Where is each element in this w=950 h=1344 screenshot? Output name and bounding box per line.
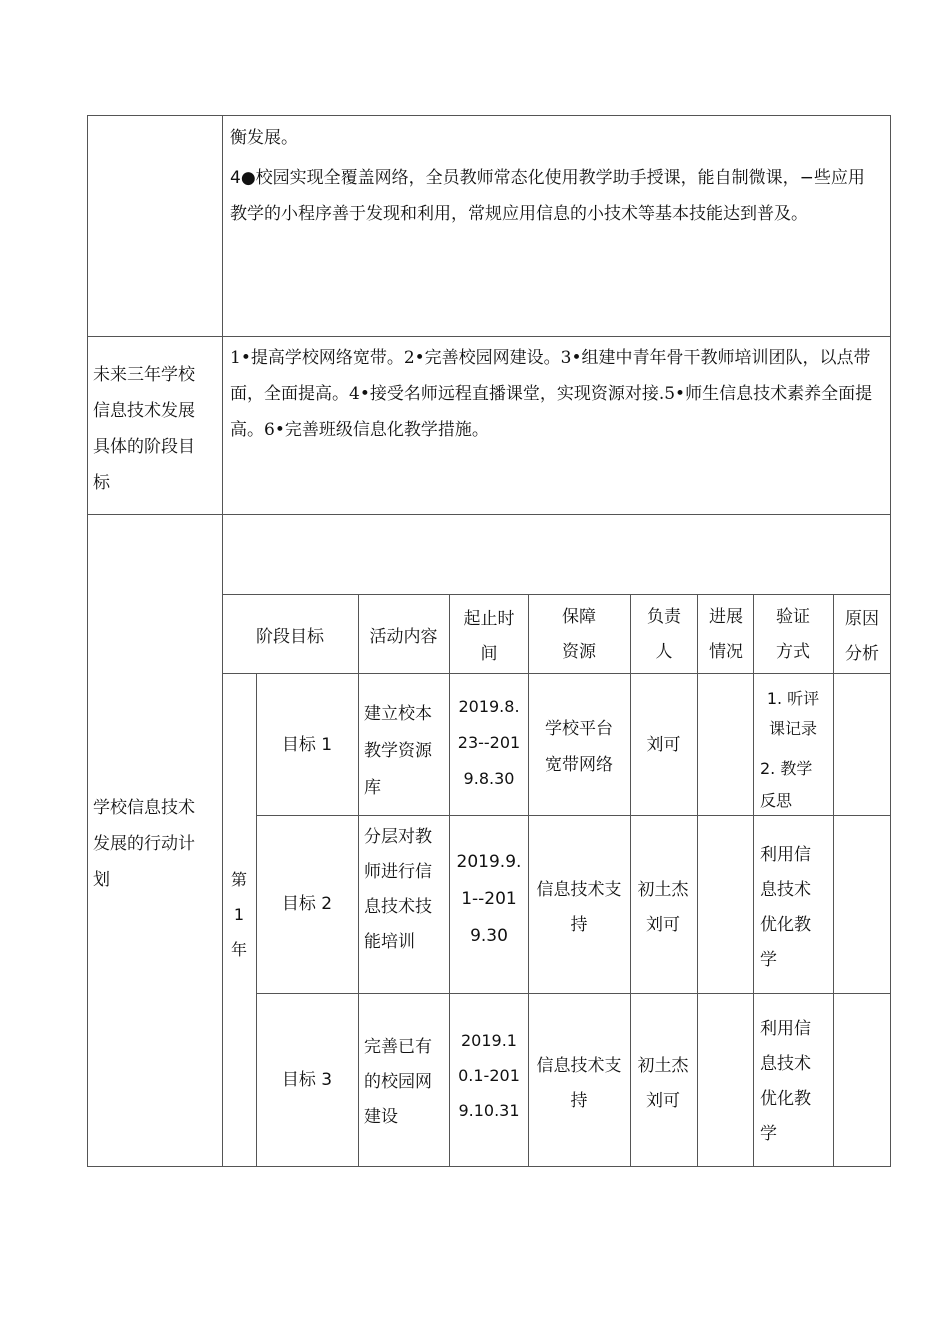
row-verify-1a: 1. 听评课记录: [766, 689, 820, 738]
header-verify: 验证方式: [776, 607, 810, 662]
row-resources-2: 信息技术支持: [536, 880, 622, 935]
year-label: 第1年: [230, 870, 247, 959]
row1-content-item4: 4●校园实现全覆盖网络，全员教师常态化使用教学助手授课，能自制微课，−些应用教学的小程序善于发现和利用，常规应用信息的小技术等基本技能达到普及。: [230, 168, 865, 224]
row-goal-1: 目标 1: [281, 735, 333, 755]
row2-content: 1•提高学校网络宽带。2•完善校园网建设。3•组建中青年骨干教师培训团队，以点带面，全面提高。4•接受名师远程直播课堂，实现资源对接.5•师生信息技术素养全面提高。6•完善班级信息化教学措施。: [230, 348, 873, 440]
row-resources-3: 信息技术支持: [536, 1056, 622, 1111]
row2-label: 未来三年学校信息技术发展具体的阶段目标: [93, 365, 195, 493]
header-owner: 负责人: [647, 607, 681, 662]
row-verify-3: 利用信息技术优化教学: [760, 1019, 811, 1144]
row-period-2: 2019.9.1--2019.30: [456, 852, 522, 946]
header-reason: 原因分析: [845, 609, 879, 664]
row-goal-3: 目标 3: [281, 1070, 333, 1090]
header-resources: 保障资源: [562, 607, 596, 662]
row-owner-1: 刘可: [646, 735, 681, 755]
header-activity: 活动内容: [369, 627, 438, 647]
row-activity-3: 完善已有的校园网建设: [364, 1037, 432, 1127]
header-progress: 进展情况: [709, 607, 743, 662]
row-verify-1b: 2. 教学反思: [760, 759, 813, 810]
row3-label: 学校信息技术发展的行动计划: [93, 798, 195, 890]
row-owner-3: 初土杰刘可: [637, 1056, 689, 1111]
row-resources-1: 学校平台宽带网络: [545, 719, 613, 775]
row-activity-2: 分层对教师进行信息技术技能培训: [364, 827, 432, 952]
row-activity-1: 建立校本教学资源库: [364, 704, 432, 798]
row-period-1: 2019.8.23--2019.8.30: [457, 697, 521, 788]
header-stage-goal: 阶段目标: [256, 627, 324, 647]
row-verify-2: 利用信息技术优化教学: [760, 845, 811, 970]
row-period-3: 2019.10.1-2019.10.31: [458, 1031, 520, 1120]
row-goal-2: 目标 2: [281, 894, 333, 914]
row-owner-2: 初土杰刘可: [637, 880, 689, 935]
row1-content-line0: 衡发展。: [230, 128, 298, 148]
header-period: 起止时间: [463, 609, 515, 664]
